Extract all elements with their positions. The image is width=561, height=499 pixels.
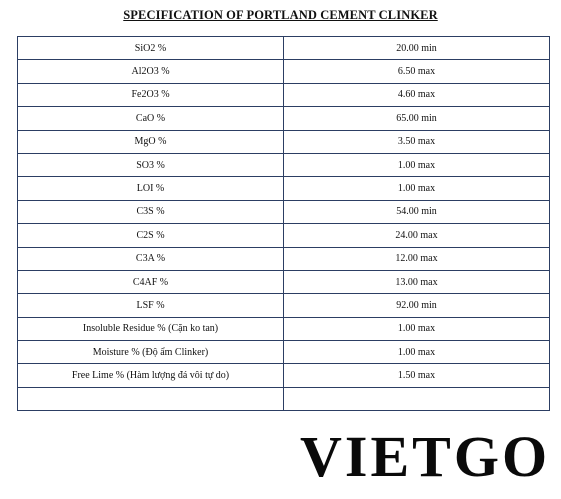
- value-cell: 1.00 max: [284, 153, 550, 176]
- parameter-cell: SiO2 %: [18, 37, 284, 60]
- parameter-cell: Free Lime % (Hàm lượng đá vôi tự do): [18, 364, 284, 387]
- spec-table-body: [18, 37, 550, 411]
- parameter-cell: Fe2O3 %: [18, 83, 284, 106]
- parameter-cell: C4AF %: [18, 270, 284, 293]
- value-cell: 1.00 max: [284, 317, 550, 340]
- table-row: [18, 177, 550, 200]
- table-row: [18, 153, 550, 176]
- spec-table-container: [17, 36, 550, 424]
- table-row: [18, 37, 550, 60]
- parameter-cell: Al2O3 %: [18, 60, 284, 83]
- parameter-cell: SO3 %: [18, 153, 284, 176]
- table-row: [18, 60, 550, 83]
- table-row: [18, 294, 550, 317]
- value-cell: 12.00 max: [284, 247, 550, 270]
- value-cell: 1.00 max: [284, 341, 550, 364]
- value-cell: 6.50 max: [284, 60, 550, 83]
- table-row: [18, 270, 550, 293]
- spec-table: [17, 36, 550, 411]
- table-row: [18, 224, 550, 247]
- parameter-cell: MgO %: [18, 130, 284, 153]
- parameter-cell: [18, 387, 284, 410]
- value-cell: 92.00 min: [284, 294, 550, 317]
- table-row: [18, 247, 550, 270]
- table-row: [18, 83, 550, 106]
- value-cell: [284, 387, 550, 410]
- value-cell: 54.00 min: [284, 200, 550, 223]
- value-cell: 3.50 max: [284, 130, 550, 153]
- table-row: [18, 130, 550, 153]
- table-row: [18, 317, 550, 340]
- value-cell: 1.00 max: [284, 177, 550, 200]
- value-cell: 20.00 min: [284, 37, 550, 60]
- value-cell: 24.00 max: [284, 224, 550, 247]
- value-cell: 13.00 max: [284, 270, 550, 293]
- parameter-cell: C3S %: [18, 200, 284, 223]
- table-row: [18, 107, 550, 130]
- parameter-cell: C3A %: [18, 247, 284, 270]
- parameter-cell: C2S %: [18, 224, 284, 247]
- parameter-cell: LOI %: [18, 177, 284, 200]
- parameter-cell: CaO %: [18, 107, 284, 130]
- parameter-cell: Insoluble Residue % (Cặn ko tan): [18, 317, 284, 340]
- document-title: SPECIFICATION OF PORTLAND CEMENT CLINKER: [123, 8, 438, 22]
- value-cell: 4.60 max: [284, 83, 550, 106]
- value-cell: 65.00 min: [284, 107, 550, 130]
- table-row: [18, 200, 550, 223]
- vietgo-logo: VIETGO: [300, 424, 551, 489]
- table-row: [18, 341, 550, 364]
- table-row: [18, 364, 550, 387]
- table-row: [18, 387, 550, 410]
- parameter-cell: LSF %: [18, 294, 284, 317]
- value-cell: 1.50 max: [284, 364, 550, 387]
- parameter-cell: Moisture % (Độ ẩm Clinker): [18, 341, 284, 364]
